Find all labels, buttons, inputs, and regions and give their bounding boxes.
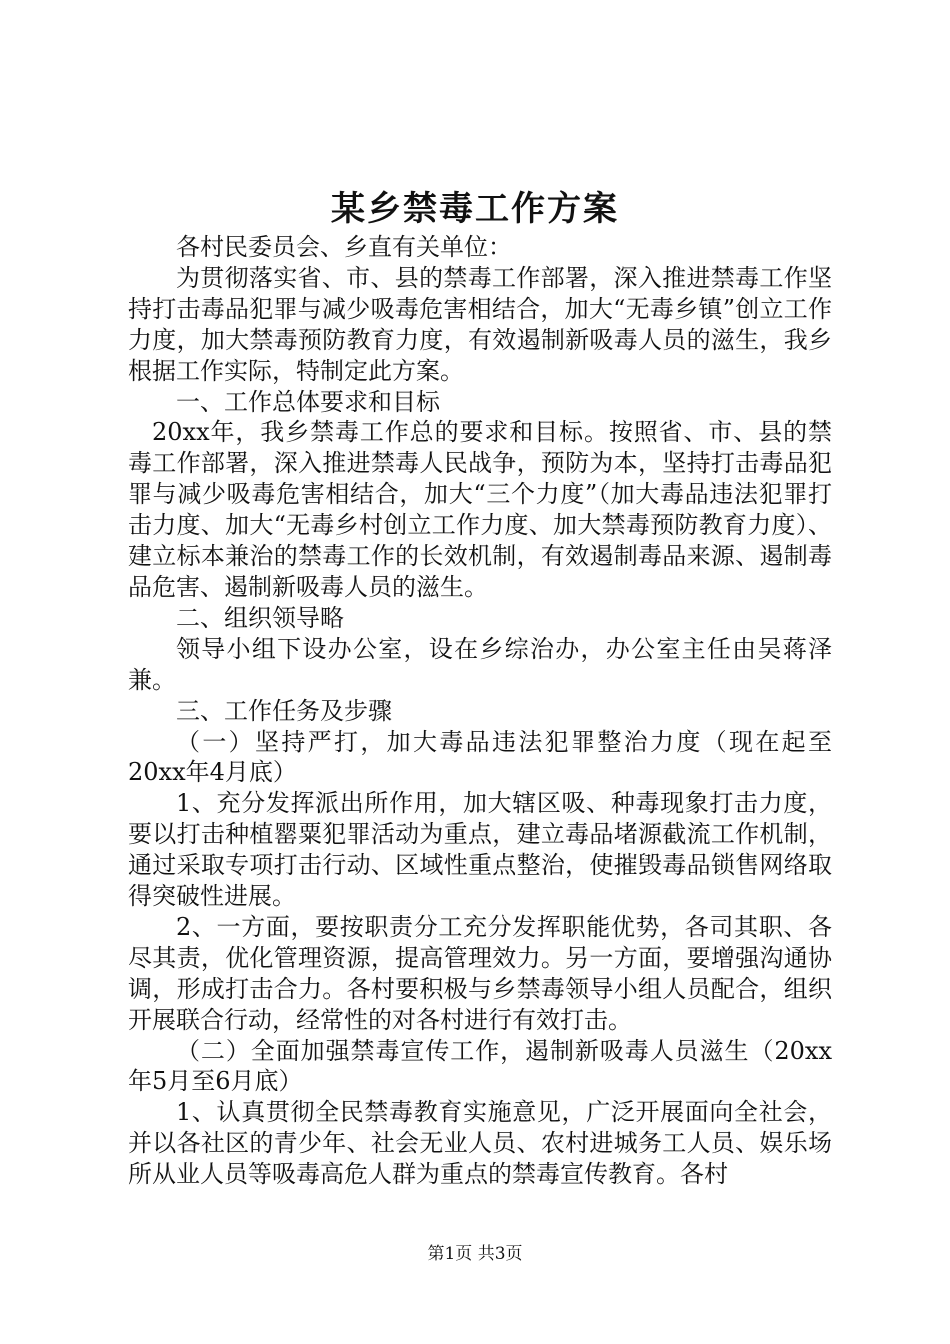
document-title: 某乡禁毒工作方案	[331, 189, 619, 229]
section-heading-2: 二、组织领导略	[176, 603, 344, 632]
item-paragraph: 1、认真贯彻全民禁毒教育实施意见，广泛开展面向全社会，并以各社区的青少年、社会无业人员、农村进城务工人员、娱乐场所从业人员等吸毒高危人群为重点的禁毒宣传教育。各村	[128, 1098, 832, 1189]
section-heading-1: 一、工作总体要求和目标	[176, 387, 440, 416]
item-paragraph: 2、一方面，要按职责分工充分发挥职能优势，各司其职、各尽其责，优化管理资源，提高管理效力。另一方面，要增强沟通协调，形成打击合力。各村要积极与乡禁毒领导小组人员配合，组织开展联合行动，经常性的对各村进行有效打击。	[128, 912, 832, 1034]
salutation: 各村民委员会、乡直有关单位：	[176, 233, 512, 261]
page-number-footer: 第1页 共3页	[427, 1244, 523, 1264]
item-paragraph: 1、充分发挥派出所作用，加大辖区吸、种毒现象打击力度，要以打击种植罂粟犯罪活动为重点，建立毒品堵源截流工作机制，通过采取专项打击行动、区域性重点整治，使摧毁毒品锁售网络取得突破性进展。	[128, 789, 832, 911]
section-2-paragraph: 领导小组下设办公室，设在乡综治办，办公室主任由吴蒋泽兼。	[128, 634, 832, 694]
subsection-heading-1: （一）坚持严打，加大毒品违法犯罪整治力度（现在起至20xx年4月底）	[128, 727, 832, 787]
subsection-heading-2: （二）全面加强禁毒宣传工作，遏制新吸毒人员滋生（20xx年5月至6月底）	[128, 1036, 832, 1096]
intro-paragraph: 为贯彻落实省、市、县的禁毒工作部署，深入推进禁毒工作坚持打击毒品犯罪与减少吸毒危害相结合，加大“无毒乡镇”创立工作力度，加大禁毒预防教育力度，有效遏制新吸毒人员的滋生，我乡根据工作实际，特制定此方案。	[128, 263, 832, 385]
document-body	[128, 232, 832, 1190]
section-1-paragraph: 20xx年，我乡禁毒工作总的要求和目标。按照省、市、县的禁毒工作部署，深入推进禁毒人民战争，预防为本，坚持打击毒品犯罪与减少吸毒危害相结合，加大“三个力度”（加大毒品违法犯罪打击力度、加大“无毒乡村创立工作力度、加大禁毒预防教育力度）、建立标本兼治的禁毒工作的长效机制，有效遏制毒品来源、遏制毒品危害、遏制新吸毒人员的滋生。	[128, 418, 832, 601]
section-heading-3: 三、工作任务及步骤	[176, 696, 392, 725]
